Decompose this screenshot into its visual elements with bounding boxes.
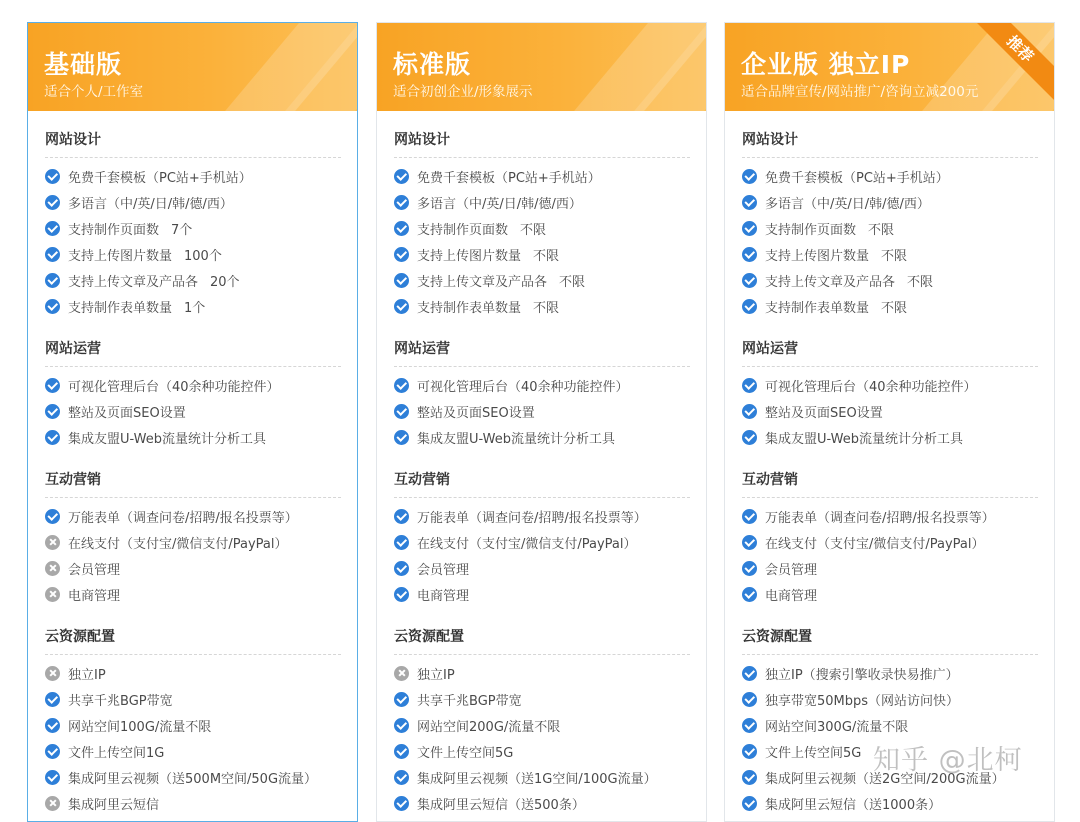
feature-text: 集成友盟U-Web流量统计分析工具 [68,431,267,447]
feature-section [394,450,690,607]
check-circle-icon [45,509,60,524]
feature-text: 多语言（中/英/日/韩/德/西） [765,196,930,212]
feature-item [742,424,1038,450]
feature-item [394,764,690,790]
plan-header [377,23,706,111]
feature-text: 在线支付（支付宝/微信支付/PayPal） [765,536,985,552]
feature-item [394,267,690,293]
feature-text: 免费千套模板（PC站+手机站） [68,170,252,186]
feature-text: 共享千兆BGP带宽 [417,693,522,709]
feature-text: 可视化管理后台（40余种功能控件） [417,379,629,395]
feature-section [742,319,1038,450]
plan-features [377,111,706,816]
feature-section [394,111,690,319]
feature-item [45,764,341,790]
check-circle-icon [394,692,409,707]
plan-name: 标准版 [393,50,472,79]
check-circle-icon [45,744,60,759]
check-circle-icon [45,299,60,314]
feature-text: 集成阿里云短信（送500条） [417,797,585,813]
feature-text: 支持制作表单数量 [765,300,870,316]
plan-header [725,23,1054,111]
check-circle-icon [742,535,757,550]
feature-item [45,738,341,764]
feature-text: 电商管理 [765,588,818,604]
feature-section [45,319,341,450]
feature-text: 支持上传图片数量 [68,248,173,264]
feature-text: 文件上传空间5G [765,745,862,761]
feature-text: 免费千套模板（PC站+手机站） [765,170,949,186]
plan-card-standard[interactable] [376,22,707,822]
check-circle-icon [394,247,409,262]
feature-text: 集成阿里云短信（送1000条） [765,797,942,813]
feature-item [394,398,690,424]
feature-item [45,241,341,267]
section-title: 互动营销 [45,471,341,498]
check-circle-icon [742,430,757,445]
feature-item [742,215,1038,241]
plan-header [28,23,357,111]
check-circle-icon [394,378,409,393]
feature-text: 万能表单（调查问卷/招聘/报名投票等） [417,510,647,526]
section-title: 互动营销 [742,471,1038,498]
feature-text: 网站空间200G/流量不限 [417,719,561,735]
check-circle-icon [742,744,757,759]
feature-item [45,790,341,816]
feature-text: 支持制作表单数量 [68,300,173,316]
check-circle-icon [742,247,757,262]
feature-item [45,398,341,424]
feature-item [394,712,690,738]
check-circle-icon [394,509,409,524]
feature-text: 独立IP [417,667,455,683]
feature-text: 支持上传文章及产品各 [68,274,199,290]
section-title: 网站运营 [45,340,341,367]
feature-section [394,607,690,816]
plan-name: 企业版 独立IP [741,50,911,79]
watermark: 知乎 @北柯 [873,745,1023,776]
check-circle-icon [394,561,409,576]
feature-item [742,372,1038,398]
check-circle-icon [394,299,409,314]
check-circle-icon [45,430,60,445]
check-circle-icon [45,221,60,236]
feature-text: 独享带宽50Mbps（网站访问快） [765,693,960,709]
check-circle-icon [394,221,409,236]
cross-circle-icon [394,666,409,681]
section-title: 互动营销 [394,471,690,498]
check-circle-icon [742,378,757,393]
cross-circle-icon [45,587,60,602]
cross-circle-icon [45,561,60,576]
feature-text: 支持上传图片数量 [417,248,522,264]
check-circle-icon [45,195,60,210]
check-circle-icon [394,796,409,811]
feature-text: 万能表单（调查问卷/招聘/报名投票等） [68,510,298,526]
check-circle-icon [394,744,409,759]
feature-value: 7个 [171,222,193,238]
feature-value: 不限 [881,248,908,264]
feature-text: 支持制作页面数 [765,222,857,238]
feature-text: 可视化管理后台（40余种功能控件） [765,379,977,395]
check-circle-icon [742,273,757,288]
feature-text: 支持上传文章及产品各 [765,274,896,290]
feature-item [45,503,341,529]
feature-text: 集成阿里云视频（送2G空间/200G流量） [765,771,1005,787]
feature-text: 独立IP [68,667,106,683]
feature-item [45,215,341,241]
check-circle-icon [742,299,757,314]
feature-text: 整站及页面SEO设置 [417,405,535,421]
feature-section [45,607,341,816]
check-circle-icon [45,718,60,733]
check-circle-icon [742,692,757,707]
feature-text: 多语言（中/英/日/韩/德/西） [68,196,233,212]
cross-circle-icon [45,535,60,550]
feature-value: 不限 [520,222,547,238]
feature-item [394,189,690,215]
check-circle-icon [394,535,409,550]
check-circle-icon [394,430,409,445]
feature-text: 网站空间100G/流量不限 [68,719,212,735]
feature-item [45,555,341,581]
feature-item [394,372,690,398]
check-circle-icon [394,273,409,288]
feature-item [742,712,1038,738]
feature-text: 文件上传空间5G [417,745,514,761]
feature-text: 电商管理 [417,588,470,604]
check-circle-icon [742,796,757,811]
check-circle-icon [45,770,60,785]
plan-card-enterprise[interactable] [724,22,1055,822]
feature-item [394,529,690,555]
check-circle-icon [45,169,60,184]
check-circle-icon [394,770,409,785]
check-circle-icon [742,587,757,602]
plan-features [28,111,357,816]
feature-value: 100个 [184,248,222,264]
feature-text: 共享千兆BGP带宽 [68,693,173,709]
check-circle-icon [742,666,757,681]
feature-text: 集成友盟U-Web流量统计分析工具 [765,431,964,447]
feature-item [742,241,1038,267]
feature-item [394,424,690,450]
feature-item [45,581,341,607]
feature-text: 整站及页面SEO设置 [68,405,186,421]
feature-value: 不限 [907,274,934,290]
feature-item [742,660,1038,686]
feature-item [45,189,341,215]
feature-text: 集成友盟U-Web流量统计分析工具 [417,431,616,447]
check-circle-icon [45,692,60,707]
feature-item [394,293,690,319]
section-title: 网站运营 [394,340,690,367]
check-circle-icon [394,718,409,733]
feature-item [742,189,1038,215]
feature-item [394,163,690,189]
feature-text: 在线支付（支付宝/微信支付/PayPal） [68,536,288,552]
feature-text: 网站空间300G/流量不限 [765,719,909,735]
check-circle-icon [742,169,757,184]
feature-text: 支持制作页面数 [417,222,509,238]
feature-text: 可视化管理后台（40余种功能控件） [68,379,280,395]
feature-text: 会员管理 [765,562,818,578]
cross-circle-icon [45,796,60,811]
feature-item [394,215,690,241]
feature-text: 集成阿里云视频（送500M空间/50G流量） [68,771,318,787]
feature-item [394,555,690,581]
feature-value: 不限 [533,300,560,316]
cross-circle-icon [45,666,60,681]
check-circle-icon [394,195,409,210]
feature-item [742,529,1038,555]
plan-name: 基础版 [44,50,123,79]
feature-text: 支持上传图片数量 [765,248,870,264]
feature-text: 会员管理 [68,562,121,578]
feature-item [394,790,690,816]
plan-subtitle: 适合初创企业/形象展示 [393,84,533,100]
check-circle-icon [742,718,757,733]
feature-value: 不限 [881,300,908,316]
plan-subtitle: 适合个人/工作室 [44,84,144,100]
check-circle-icon [45,273,60,288]
feature-section [742,607,1038,816]
plan-features [725,111,1054,816]
feature-item [45,712,341,738]
feature-text: 支持制作页面数 [68,222,160,238]
feature-section [45,111,341,319]
feature-item [742,503,1038,529]
section-title: 网站运营 [742,340,1038,367]
section-title: 云资源配置 [45,628,341,655]
feature-section [45,450,341,607]
feature-item [45,529,341,555]
feature-item [45,686,341,712]
feature-item [742,293,1038,319]
check-circle-icon [742,561,757,576]
feature-section [742,111,1038,319]
feature-item [45,293,341,319]
feature-item [394,581,690,607]
check-circle-icon [742,509,757,524]
section-title: 云资源配置 [742,628,1038,655]
feature-text: 万能表单（调查问卷/招聘/报名投票等） [765,510,995,526]
feature-text: 整站及页面SEO设置 [765,405,883,421]
feature-item [742,686,1038,712]
feature-text: 支持制作表单数量 [417,300,522,316]
feature-value: 不限 [868,222,895,238]
section-title: 网站设计 [742,131,1038,158]
feature-text: 会员管理 [417,562,470,578]
feature-item [394,660,690,686]
check-circle-icon [394,587,409,602]
feature-text: 在线支付（支付宝/微信支付/PayPal） [417,536,637,552]
feature-text: 支持上传文章及产品各 [417,274,548,290]
feature-text: 多语言（中/英/日/韩/德/西） [417,196,582,212]
feature-item [742,398,1038,424]
feature-text: 文件上传空间1G [68,745,165,761]
plan-card-basic[interactable] [27,22,358,822]
feature-item [394,738,690,764]
section-title: 云资源配置 [394,628,690,655]
recommended-badge: 推荐 [969,23,1054,100]
check-circle-icon [742,195,757,210]
feature-item [394,503,690,529]
feature-text: 电商管理 [68,588,121,604]
check-circle-icon [742,770,757,785]
check-circle-icon [45,247,60,262]
check-circle-icon [394,404,409,419]
check-circle-icon [742,221,757,236]
feature-item [45,424,341,450]
feature-item [45,372,341,398]
feature-value: 20个 [210,274,240,290]
feature-item [394,241,690,267]
feature-item [45,163,341,189]
feature-section [742,450,1038,607]
feature-value: 不限 [533,248,560,264]
feature-item [742,581,1038,607]
feature-item [742,163,1038,189]
feature-item [394,686,690,712]
feature-item [45,660,341,686]
feature-text: 免费千套模板（PC站+手机站） [417,170,601,186]
feature-text: 集成阿里云短信 [68,797,160,813]
plan-subtitle: 适合品牌宣传/网站推广/咨询立减200元 [741,84,979,100]
feature-section [394,319,690,450]
feature-text: 独立IP（搜索引擎收录快易推广） [765,667,959,683]
feature-value: 不限 [559,274,586,290]
feature-value: 1个 [184,300,206,316]
feature-item [742,555,1038,581]
feature-item [45,267,341,293]
section-title: 网站设计 [45,131,341,158]
feature-item [742,790,1038,816]
check-circle-icon [742,404,757,419]
check-circle-icon [45,404,60,419]
feature-text: 集成阿里云视频（送1G空间/100G流量） [417,771,657,787]
feature-item [742,267,1038,293]
section-title: 网站设计 [394,131,690,158]
check-circle-icon [45,378,60,393]
check-circle-icon [394,169,409,184]
